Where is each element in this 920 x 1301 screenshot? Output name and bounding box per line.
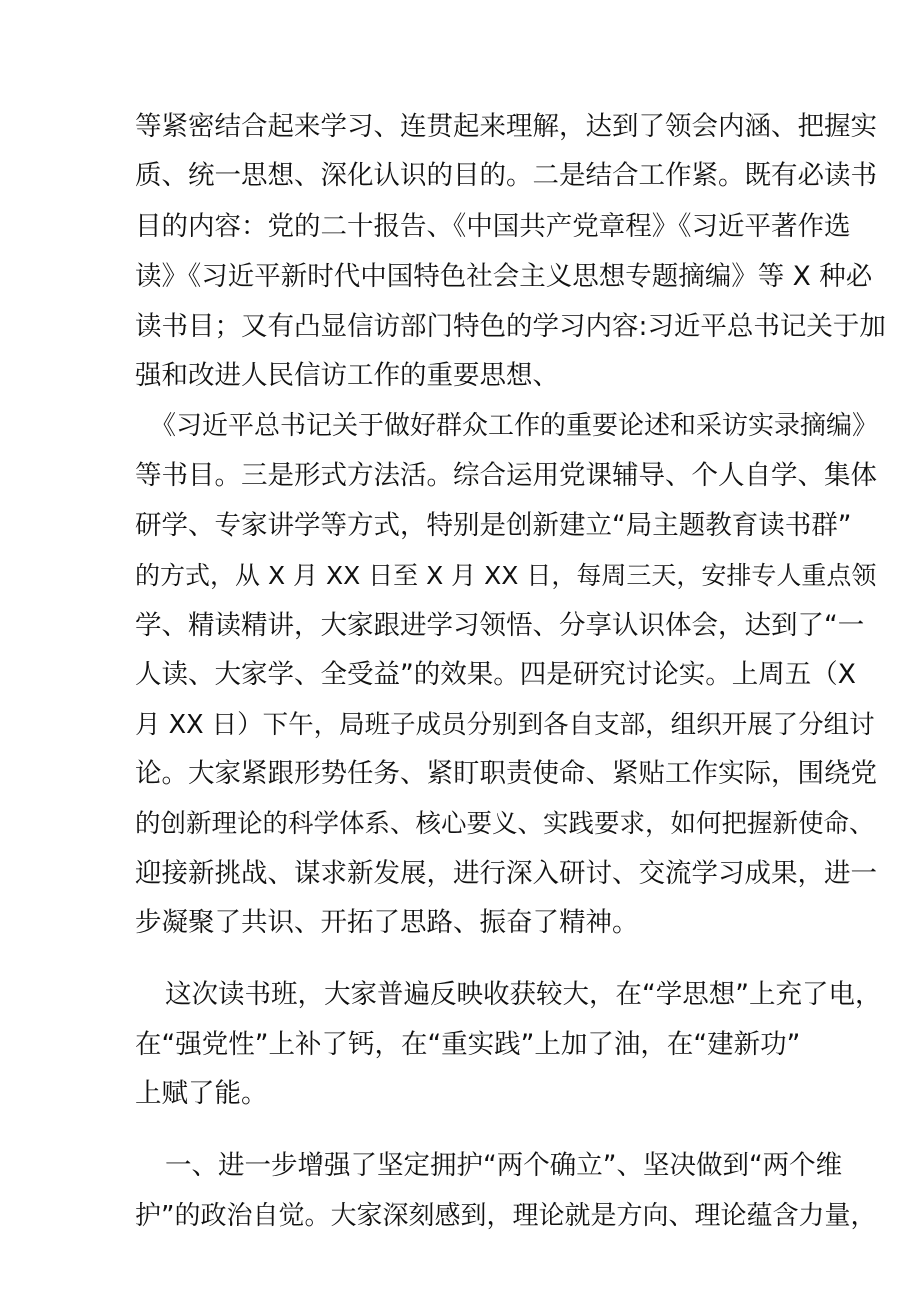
text-line: 学、精读精讲，大家跟进学习领悟、分享认识体会，达到了“一 xyxy=(135,610,865,641)
text-line: 研学、专家讲学等方式，特别是创新建立“局主题教育读书群” xyxy=(135,510,852,541)
text-line: 护”的政治自觉。大家深刻感到，理论就是方向、理论蕴含力量， xyxy=(135,1201,877,1231)
text-line: 目的内容：党的二十报告、《中国共产党章程》《习近平著作选 xyxy=(135,211,851,242)
text-line: 人读、大家学、全受益”的效果。四是研究讨论实。上周五（X xyxy=(135,659,856,690)
text-line: 的方式，从 X 月 XX 日至 X 月 XX 日，每周三天，安排专人重点领 xyxy=(135,561,877,590)
text-line: 读》《习近平新时代中国特色社会主义思想专题摘编》等 X 种必 xyxy=(135,261,873,292)
text-line: 《习近平总书记关于做好群众工作的重要论述和采访实录摘编》 xyxy=(150,411,879,441)
text-line: 强和改进人民信访工作的重要思想、 xyxy=(135,360,559,391)
text-line: 上赋了能。 xyxy=(135,1078,268,1109)
text-line: 在“强党性”上补了钙，在“重实践”上加了油，在“建新功” xyxy=(135,1029,801,1060)
paragraph-first-line: 这次读书班，大家普遍反映收获较大，在“学思想”上充了电， xyxy=(165,979,882,1010)
text-line: 读书目；又有凸显信访部门特色的学习内容:习近平总书记关于加 xyxy=(135,311,886,342)
text-line: 月 XX 日）下午，局班子成员分别到各自支部，组织开展了分组讨 xyxy=(135,710,875,740)
text-line: 等紧密结合起来学习、连贯起来理解，达到了领会内涵、把握实 xyxy=(135,111,877,142)
paragraph-first-line: 一、进一步增强了坚定拥护“两个确立”、坚决做到“两个维 xyxy=(165,1150,843,1181)
text-line: 的创新理论的科学体系、核心要义、实践要求，如何把握新使命、 xyxy=(135,809,875,839)
text-line: 等书目。三是形式方法活。综合运用党课辅导、个人自学、集体 xyxy=(135,460,877,491)
text-line: 迎接新挑战、谋求新发展，进行深入研讨、交流学习成果，进一 xyxy=(135,858,877,889)
text-line: 步凝聚了共识、开拓了思路、振奋了精神。 xyxy=(135,907,639,938)
text-line: 质、统一思想、深化认识的目的。二是结合工作紧。既有必读书 xyxy=(135,160,877,191)
text-line: 论。大家紧跟形势任务、紧盯职责使命、紧贴工作实际，围绕党 xyxy=(135,758,877,789)
